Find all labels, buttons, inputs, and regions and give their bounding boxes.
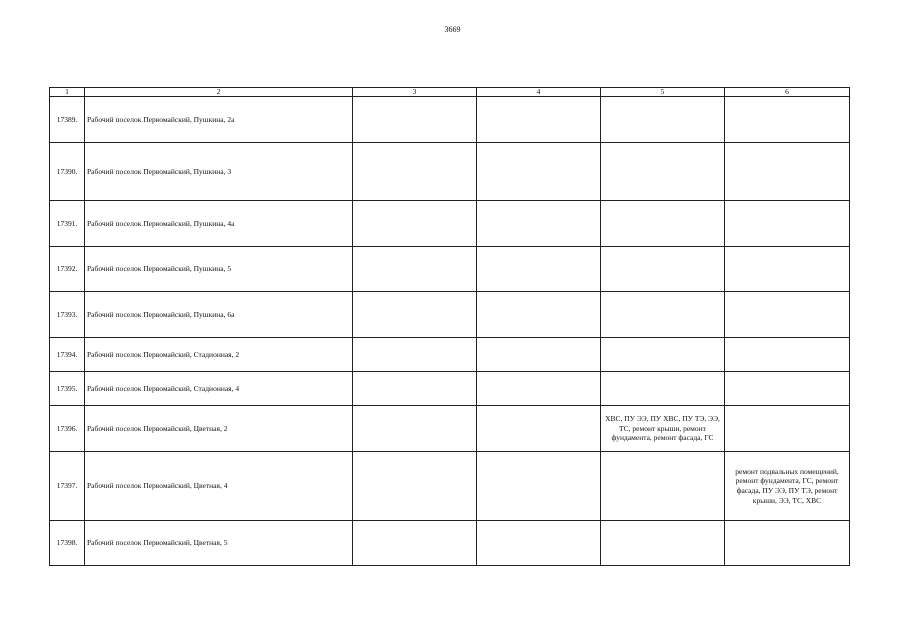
row-number: 17389. xyxy=(50,97,85,143)
row-address: Рабочий поселок Первомайский, Цветная, 2 xyxy=(85,406,353,452)
row-col-3 xyxy=(353,292,477,338)
table-row xyxy=(50,292,850,338)
column-header: 4 xyxy=(477,88,601,97)
row-number: 17392. xyxy=(50,247,85,292)
row-col-6: ремонт подвальных помещений, ремонт фундамента, ГС, ремонт фасада, ПУ ЭЭ, ПУ ТЭ, ремонт крыши, ЭЭ, ТС, ХВС xyxy=(725,452,850,521)
row-col-3 xyxy=(353,406,477,452)
table-row xyxy=(50,201,850,247)
row-address: Рабочий поселок Первомайский, Стадионная, 2 xyxy=(85,338,353,372)
row-col-5 xyxy=(601,521,725,566)
row-number: 17397. xyxy=(50,452,85,521)
table-row xyxy=(50,406,850,452)
column-header: 5 xyxy=(601,88,725,97)
row-col-4 xyxy=(477,292,601,338)
row-col-6 xyxy=(725,338,850,372)
row-address: Рабочий поселок Первомайский, Пушкина, 6а xyxy=(85,292,353,338)
row-col-3 xyxy=(353,452,477,521)
column-number-row xyxy=(50,88,850,97)
row-col-6 xyxy=(725,143,850,201)
row-col-5 xyxy=(601,143,725,201)
row-col-4 xyxy=(477,338,601,372)
row-col-3 xyxy=(353,201,477,247)
table-row xyxy=(50,521,850,566)
row-col-5 xyxy=(601,247,725,292)
row-address: Рабочий поселок Первомайский, Цветная, 4 xyxy=(85,452,353,521)
row-col-6 xyxy=(725,292,850,338)
row-col-5 xyxy=(601,201,725,247)
row-col-4 xyxy=(477,372,601,406)
row-col-4 xyxy=(477,247,601,292)
row-number: 17395. xyxy=(50,372,85,406)
row-col-4 xyxy=(477,452,601,521)
row-address: Рабочий поселок Первомайский, Пушкина, 5 xyxy=(85,247,353,292)
row-number: 17393. xyxy=(50,292,85,338)
table-row xyxy=(50,452,850,521)
row-col-6 xyxy=(725,247,850,292)
row-col-5 xyxy=(601,372,725,406)
row-number: 17398. xyxy=(50,521,85,566)
table-row xyxy=(50,372,850,406)
page-number: 3669 xyxy=(444,25,461,34)
row-col-3 xyxy=(353,338,477,372)
row-col-4 xyxy=(477,521,601,566)
row-col-5 xyxy=(601,452,725,521)
row-col-6 xyxy=(725,406,850,452)
table-row xyxy=(50,247,850,292)
row-number: 17391. xyxy=(50,201,85,247)
row-address: Рабочий поселок Первомайский, Пушкина, 4а xyxy=(85,201,353,247)
table-row xyxy=(50,338,850,372)
row-col-4 xyxy=(477,143,601,201)
row-col-3 xyxy=(353,521,477,566)
row-col-5 xyxy=(601,338,725,372)
row-address: Рабочий поселок Первомайский, Стадионная, 4 xyxy=(85,372,353,406)
row-col-5 xyxy=(601,97,725,143)
row-address: Рабочий поселок Первомайский, Пушкина, 3 xyxy=(85,143,353,201)
registry-table xyxy=(49,87,850,566)
column-header: 1 xyxy=(50,88,85,97)
row-address: Рабочий поселок Первомайский, Цветная, 5 xyxy=(85,521,353,566)
row-col-4 xyxy=(477,97,601,143)
row-col-3 xyxy=(353,143,477,201)
row-col-6 xyxy=(725,201,850,247)
row-col-6 xyxy=(725,372,850,406)
row-col-4 xyxy=(477,406,601,452)
column-header: 6 xyxy=(725,88,850,97)
row-col-6 xyxy=(725,521,850,566)
column-header: 2 xyxy=(85,88,353,97)
row-col-4 xyxy=(477,201,601,247)
row-col-3 xyxy=(353,97,477,143)
column-header: 3 xyxy=(353,88,477,97)
row-col-5: ХВС, ПУ ЭЭ, ПУ ХВС, ПУ ТЭ, ЭЭ, ТС, ремонт крыши, ремонт фундамента, ремонт фасада, ГС xyxy=(601,406,725,452)
row-col-6 xyxy=(725,97,850,143)
row-col-3 xyxy=(353,247,477,292)
row-number: 17396. xyxy=(50,406,85,452)
row-col-3 xyxy=(353,372,477,406)
row-number: 17394. xyxy=(50,338,85,372)
table-row xyxy=(50,97,850,143)
row-col-5 xyxy=(601,292,725,338)
row-number: 17390. xyxy=(50,143,85,201)
table-row xyxy=(50,143,850,201)
row-address: Рабочий поселок Первомайский, Пушкина, 2а xyxy=(85,97,353,143)
